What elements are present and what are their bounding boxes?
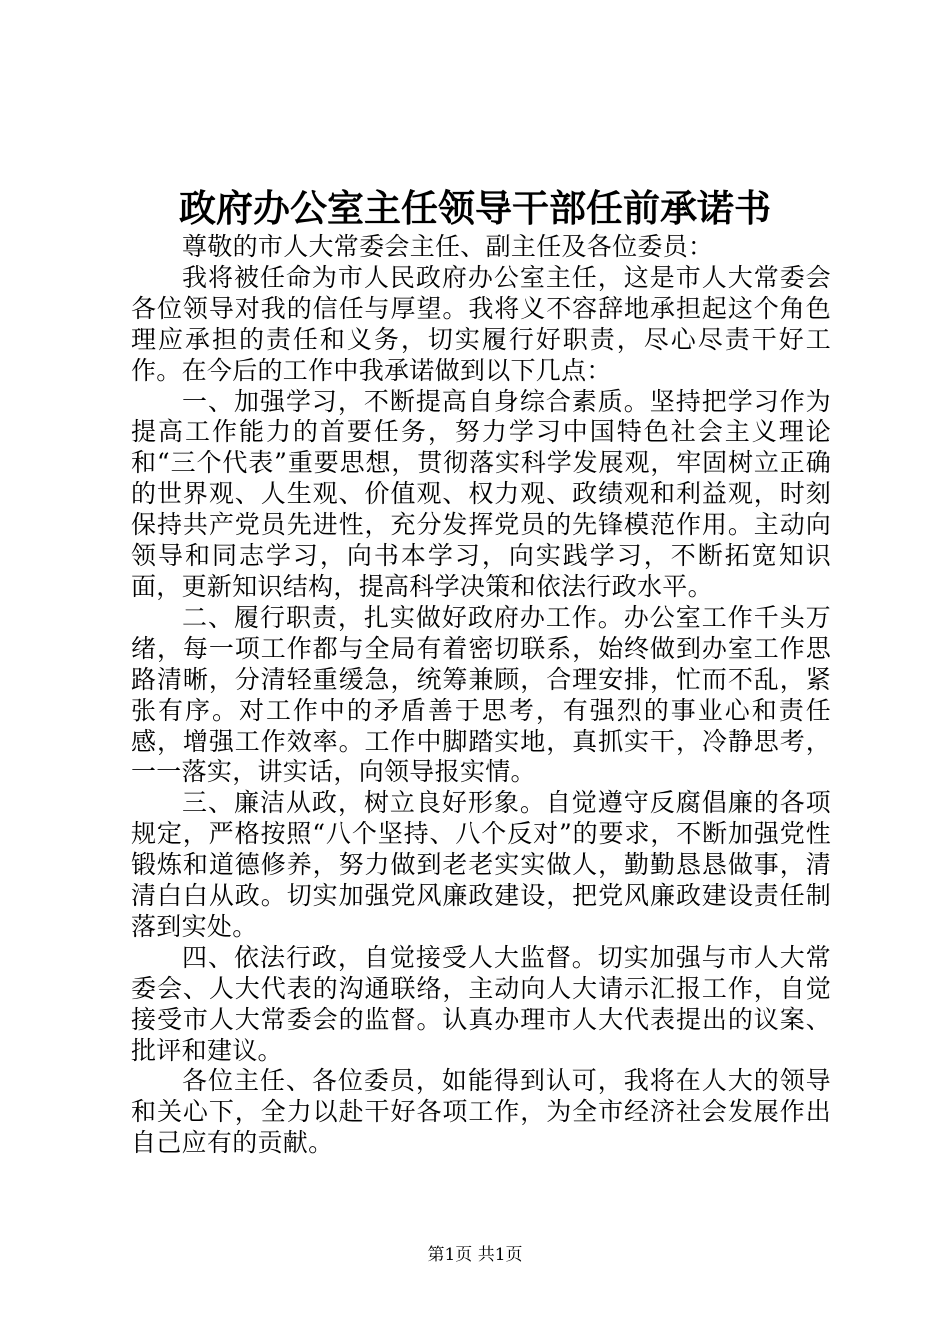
document-body [131, 232, 831, 1159]
paragraph-point-1: 一、加强学习，不断提高自身综合素质。坚持把学习作为提高工作能力的首要任务，努力学习中国特色社会主义理论和“三个代表”重要思想，贯彻落实科学发展观，牢固树立正确的世界观、人生观、价值观、权力观、政绩观和利益观，时刻保持共产党员先进性，充分发挥党员的先锋模范作用。主动向领导和同志学习，向书本学习，向实践学习，不断拓宽知识面，更新知识结构，提高科学决策和依法行政水平。 [131, 386, 831, 601]
paragraph-point-4: 四、依法行政，自觉接受人大监督。切实加强与市人大常委会、人大代表的沟通联络，主动向人大请示汇报工作，自觉接受市人大常委会的监督。认真办理市人大代表提出的议案、批评和建议。 [131, 942, 831, 1065]
paragraph-point-2: 二、履行职责，扎实做好政府办工作。办公室工作千头万绪，每一项工作都与全局有着密切联系，始终做到办室工作思路清晰，分清轻重缓急，统筹兼顾，合理安排，忙而不乱，紧张有序。对工作中的矛盾善于思考，有强烈的事业心和责任感，增强工作效率。工作中脚踏实地，真抓实干，冷静思考，一一落实，讲实话，向领导报实情。 [131, 602, 831, 787]
salutation: 尊敬的市人大常委会主任、副主任及各位委员： [182, 232, 714, 261]
page-footer: 第1页 共1页 [427, 1245, 523, 1265]
paragraph-point-3: 三、廉洁从政，树立良好形象。自觉遵守反腐倡廉的各项规定，严格按照“八个坚持、八个反对”的要求，不断加强党性锻炼和道德修养，努力做到老老实实做人，勤勤恳恳做事，清清白白从政。切实加强党风廉政建设，把党风廉政建设责任制落到实处。 [131, 788, 831, 941]
document-title: 政府办公室主任领导干部任前承诺书 [179, 186, 771, 230]
paragraph-closing: 各位主任、各位委员，如能得到认可，我将在人大的领导和关心下，全力以赴干好各项工作，为全市经济社会发展作出自己应有的贡献。 [131, 1066, 831, 1158]
paragraph-intro: 我将被任命为市人民政府办公室主任，这是市人大常委会各位领导对我的信任与厚望。我将义不容辞地承担起这个角色理应承担的责任和义务，切实履行好职责，尽心尽责干好工作。在今后的工作中我承诺做到以下几点： [131, 262, 831, 385]
